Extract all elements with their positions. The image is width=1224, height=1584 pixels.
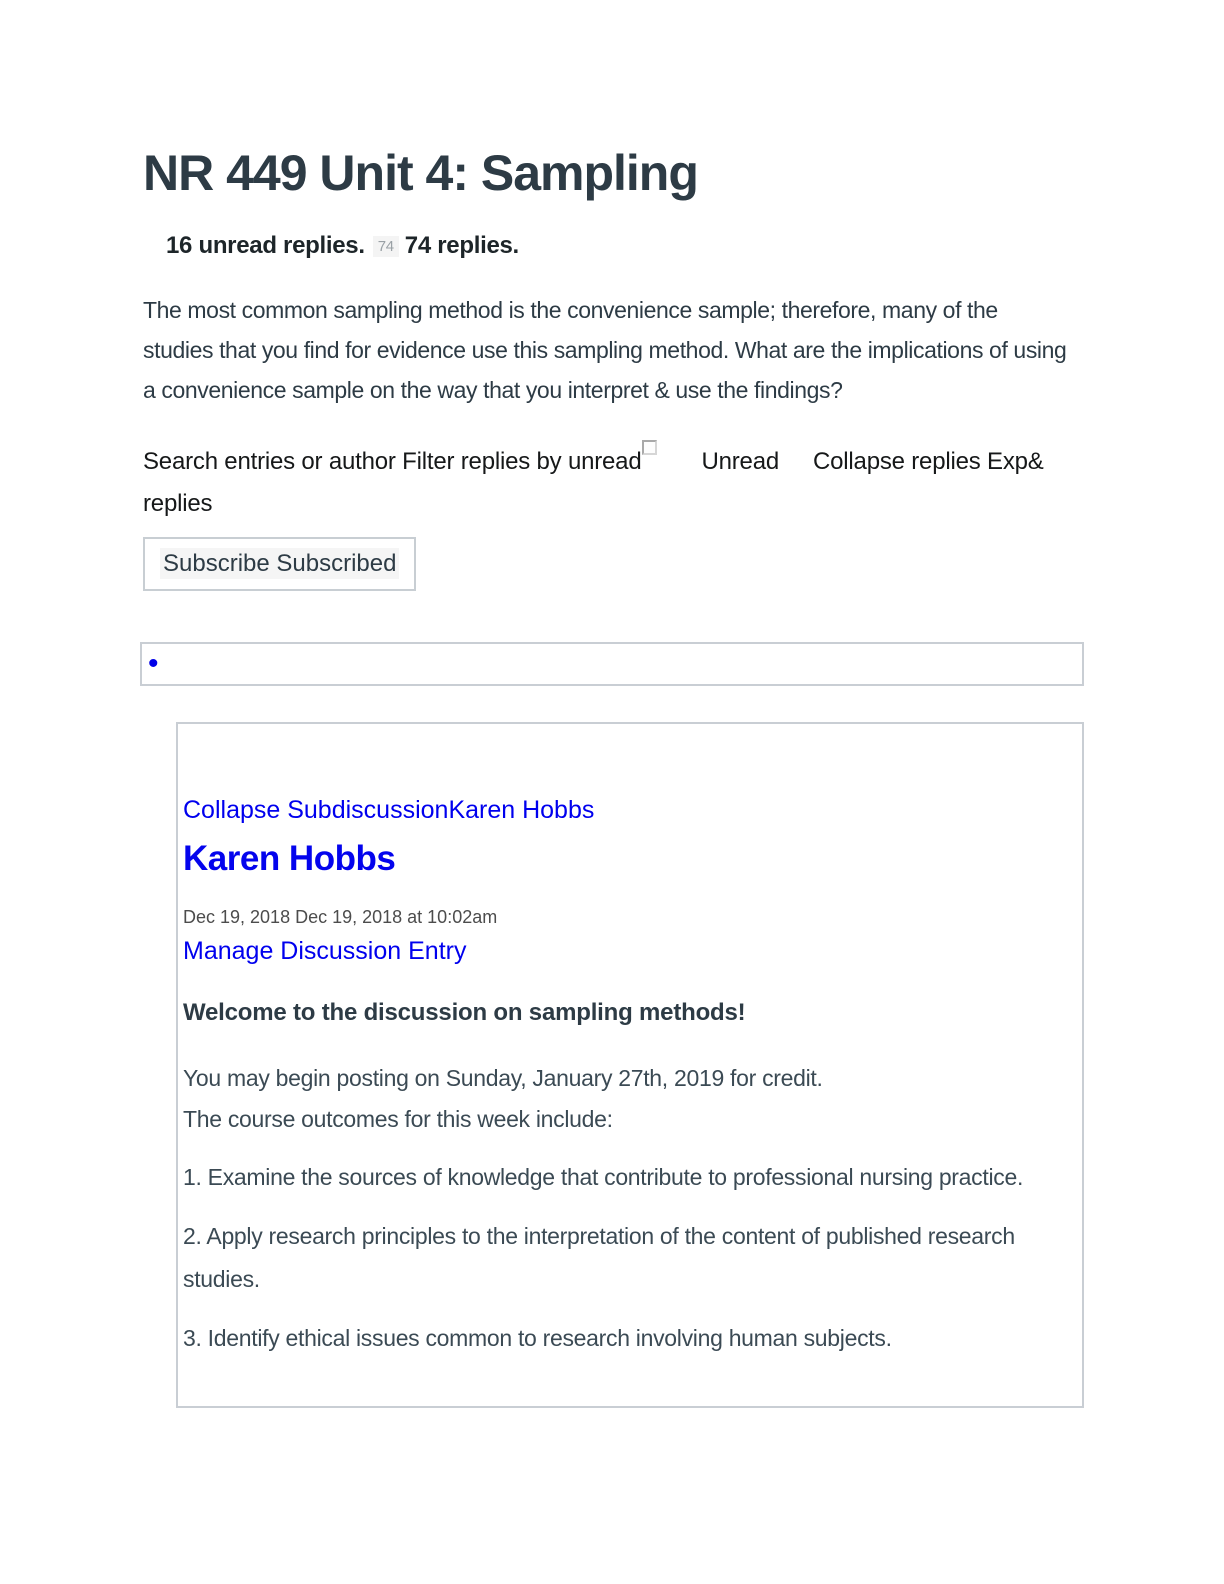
filter-by-unread-label: Filter replies by unread bbox=[402, 448, 642, 475]
discussion-list-item bbox=[140, 642, 1084, 686]
list-bullet-marker: • bbox=[148, 647, 159, 680]
page-title: NR 449 Unit 4: Sampling bbox=[143, 145, 698, 201]
expand-replies-wrap[interactable]: replies bbox=[143, 490, 213, 517]
author-name-link[interactable]: Karen Hobbs bbox=[183, 839, 396, 878]
entry-intro-paragraph bbox=[183, 1058, 1072, 1140]
total-replies-count: 74 replies. bbox=[404, 232, 519, 259]
intro-line-1: You may begin posting on Sunday, January 27th, 2019 for credit. bbox=[183, 1065, 823, 1091]
collapse-subdiscussion-link[interactable]: Collapse SubdiscussionKaren Hobbs bbox=[183, 796, 595, 824]
subscribe-button[interactable] bbox=[143, 537, 416, 591]
unread-filter-button[interactable]: Unread bbox=[701, 448, 779, 475]
entry-timestamp: Dec 19, 2018 Dec 19, 2018 at 10:02am bbox=[183, 907, 498, 927]
replies-count-badge: 74 bbox=[373, 236, 399, 257]
expand-replies-button[interactable]: Exp& bbox=[987, 448, 1044, 475]
manage-discussion-entry-link[interactable]: Manage Discussion Entry bbox=[183, 937, 467, 965]
replies-summary bbox=[166, 232, 1073, 260]
filter-toolbar bbox=[143, 440, 1073, 525]
course-outcome-item: 1. Examine the sources of knowledge that contribute to professional nursing practice. bbox=[183, 1164, 1024, 1190]
subscribe-button-label: Subscribe Subscribed bbox=[160, 548, 399, 579]
entry-welcome-heading: Welcome to the discussion on sampling methods! bbox=[183, 999, 746, 1026]
course-outcome-item: 3. Identify ethical issues common to research involving human subjects. bbox=[183, 1325, 892, 1351]
intro-line-2: The course outcomes for this week include: bbox=[183, 1106, 613, 1132]
discussion-prompt: The most common sampling method is the convenience sample; therefore, many of the studies that you find for evidence use this sampling method. What are the implications of using a convenience sample on the way that you interpret & use the findings? bbox=[143, 297, 1067, 403]
course-outcome-item: 2. Apply research principles to the interpretation of the content of published research studies. bbox=[183, 1223, 1015, 1292]
collapse-link-author-name: Karen Hobbs bbox=[448, 796, 595, 824]
collapse-replies-button[interactable]: Collapse replies bbox=[813, 448, 981, 475]
search-input[interactable]: Search entries or author bbox=[143, 448, 396, 475]
unread-filter-checkbox[interactable] bbox=[642, 440, 657, 455]
unread-replies-count: 16 unread replies. bbox=[166, 232, 365, 259]
discussion-entry bbox=[176, 722, 1084, 1408]
